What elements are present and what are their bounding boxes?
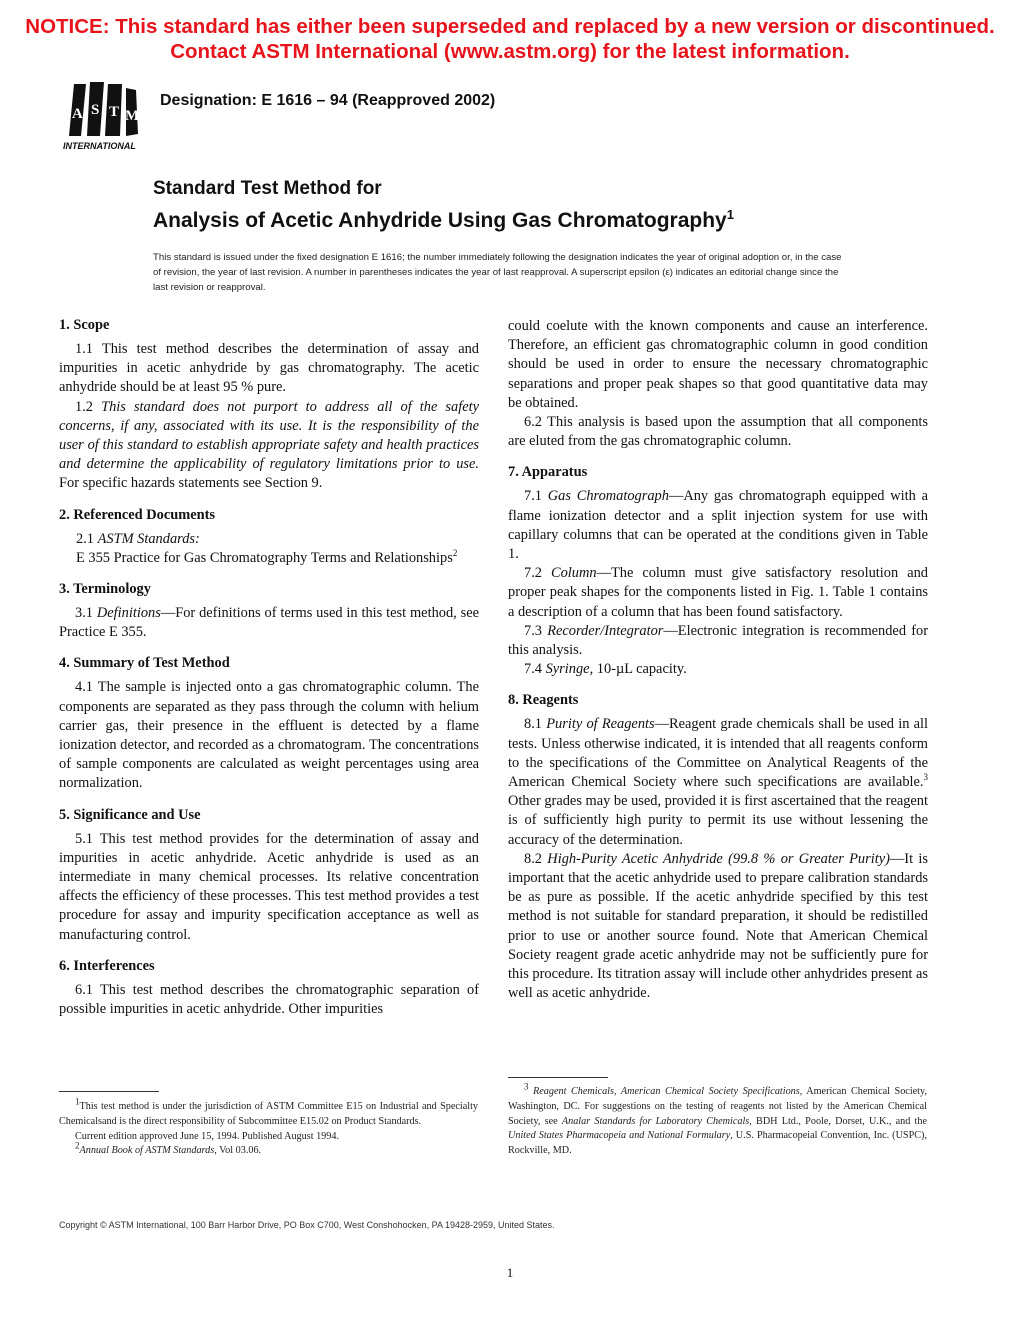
terminology-p1: 3.1 Definitions—For definitions of terms used in this test method, see Practice E 355. [59,605,479,641]
apparatus-p4: 7.4 Syringe, 10-µL capacity. [524,661,687,678]
interferences-heading: 6. Interferences [59,957,155,974]
section-referenced [59,506,479,568]
footnotes-right [508,1081,927,1159]
footnote-2: 2Annual Book of ASTM Standards, Vol 03.06. [75,1141,262,1157]
notice-banner [0,14,1020,64]
title-footnote-mark: 1 [726,207,734,222]
svg-text:A: A [72,106,83,122]
title-main: Analysis of Acetic Anhydride Using Gas Chromatography [153,209,727,232]
significance-heading: 5. Significance and Use [59,806,201,823]
apparatus-p3: 7.3 Recorder/Integrator—Electronic integration is recommended for this analysis. [508,622,929,659]
apparatus-p1: 7.1 Gas Chromatograph—Any gas chromatograph equipped with a flame ionization detector and a split injection system for use with capillary columns that can be operated at the conditions given in Table 1. [508,488,928,563]
section-apparatus [508,463,928,679]
referenced-heading: 2. Referenced Documents [59,506,215,523]
logo-caption: INTERNATIONAL [63,141,136,151]
interferences-p1a: 6.1 This test method describes the chromatographic separation of possible impurities in acetic anhydride. Other impurities [59,981,479,1018]
terminology-heading: 3. Terminology [59,581,151,598]
footnote-1: 1This test method is under the jurisdiction of ASTM Committee E15 on Industrial and Specialty Chemicalsand is the direct responsibility of Subcommittee E15.02 on Product Standards. [59,1096,478,1127]
designation: Designation: E 1616 – 94 (Reapproved 2002) [160,92,496,109]
section-scope [59,316,479,494]
interferences-p1b: could coelute with the known components and cause an interference. Therefore, an efficient gas chromatographic column in good condition should be used in order to ensure the necessary chromatographic separations and proper peak shapes so that good quantitative data may be obtained. [508,318,928,411]
title-line-2 [153,201,734,235]
footnote-rule-left [59,1091,159,1092]
title-line-1: Standard Test Method for [153,178,382,199]
svg-text:M: M [125,108,140,124]
notice-line-1: NOTICE: This standard has either been superseded and replaced by a new version or discontinued. [25,15,995,38]
scope-heading: 1. Scope [59,317,110,333]
svg-text:S: S [91,102,100,118]
footnote-3: 3 Reagent Chemicals, American Chemical Society Specifications, American Chemical Society, Washington, DC. For suggestions on the testing of reagents not listed by the American Chemical Society, see Analar Standards for Laboratory Chemicals, BDH Ltd., Poole, Dorset, U.K., and the United States Pharmacopeia and National Formulary, U.S. Pharmacopeial Convention, Inc. (USPC), Rockville, MD. [508,1081,927,1157]
reagents-p2: 8.2 High-Purity Acetic Anhydride (99.8 % or Greater Purity)—It is important that the acetic anhydride used to prepare calibration standards be as pure as possible. If the acetic anhydride specified by this test method is not suitable for standard preparation, it should be redistilled prior to use or another source found. Note that American Chemical Society reagent grade acetic anhydride may not be sufficiently pure for this procedure. Its titration assay will include other anhydrides present as well as acetic anhydride. [508,850,929,1002]
section-significance [59,806,479,945]
issued-note: This standard is issued under the fixed designation E 1616; the number immediately following the designation indicates the year of original adoption or, in the case of revision, the year of last revision. A number in parentheses indicates the year of last reapproval. A superscript epsilon (ε) indicates an editorial change since the last revision or reapproval. [153,252,842,293]
right-column [508,317,928,1016]
section-summary [59,654,479,793]
scope-p2: 1.2 This standard does not purport to address all of the safety concerns, if any, associated with its use. It is the responsibility of the user of this standard to establish appropriate safety and health practices and determine the applicability of regulatory limitations prior to use. For specific hazards statements see Section 9. [59,398,479,492]
section-interferences-cont [508,317,928,451]
section-reagents [508,691,928,1003]
notice-line-2: Contact ASTM International (www.astm.org) for the latest information. [170,40,850,63]
astm-logo [60,78,144,152]
left-column [59,316,479,1031]
copyright: Copyright © ASTM International, 100 Barr Harbor Drive, PO Box C700, West Conshohocken, PA 19428-2959, United States. [59,1220,555,1230]
referenced-p1: 2.1 ASTM Standards: [76,530,200,547]
page-number: 1 [506,1265,514,1280]
astm-logo-icon [60,78,144,152]
apparatus-p2: 7.2 Column—The column must give satisfactory resolution and proper peak shapes for the components listed in Fig. 1. Table 1 contains a description of a column that has been found satisfactory. [508,565,928,620]
referenced-p2: E 355 Practice for Gas Chromatography Terms and Relationships$^2$ [76,548,458,566]
summary-p1: 4.1 The sample is injected onto a gas chromatographic column. The components are separated as they pass through the column with helium carrier gas, their presence in the effluent is detected by a flame ionization detector, and recorded as a chromatogram. The concentrations of sample components are calculated as weight percentages using area normalization. [59,679,479,792]
reagents-p1: 8.1 Purity of Reagents—Reagent grade chemicals shall be used in all tests. Unless otherwise indicated, it is intended that all reagents conform to the specifications of the Committee on Analytical Reagents of the American Chemical Society where such specifications are available.$^3$ Other grades may be used, provided it is first ascertained that the reagent is of sufficiently high purity to permit its use without lessening the accuracy of the determination. [508,716,929,848]
footnote-rule-right [508,1077,608,1078]
apparatus-heading: 7. Apparatus [508,464,588,481]
summary-heading: 4. Summary of Test Method [59,655,230,672]
footnote-1b: Current edition approved June 15, 1994. Published August 1994. [75,1130,340,1142]
scope-p1: 1.1 This test method describes the determination of assay and impurities in acetic anhydride by gas chromatography. The acetic anhydride should be at least 95 % pure. [59,341,479,396]
svg-text:T: T [109,104,120,120]
footnotes-left [59,1096,478,1159]
document-title [153,177,734,235]
section-interferences [59,957,479,1019]
significance-p1: 5.1 This test method provides for the determination of assay and impurities in acetic anhydride. Acetic anhydride is used as an intermediate in many chemical processes. Its relative concentration affects the efficiency of these processes. This test method provides a test procedure for assay and impurity specification acceptance as well as manufacturing control. [59,830,479,943]
interferences-p2: 6.2 This analysis is based upon the assumption that all components are eluted from the gas chromatographic column. [508,414,928,450]
reagents-heading: 8. Reagents [508,692,579,709]
section-terminology [59,580,479,642]
